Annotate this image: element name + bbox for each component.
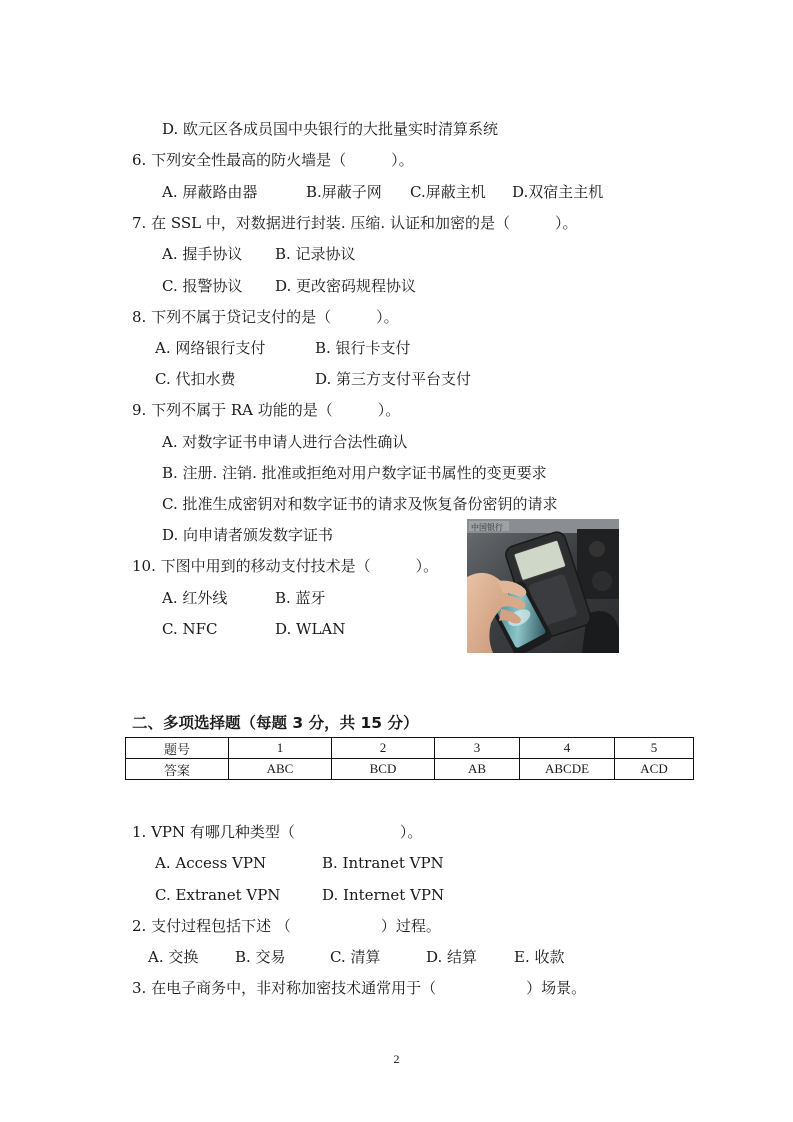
q6-option-d: D.双宿主主机 <box>512 183 604 201</box>
device-brand-text: 中国银行 <box>471 523 503 532</box>
table-cell: 5 <box>615 738 694 759</box>
mc-q3-stem: 3. 在电子商务中，非对称加密技术通常用于（ ）场景。 <box>132 979 587 997</box>
table-cell: ACD <box>615 759 694 780</box>
table-cell: 2 <box>332 738 435 759</box>
mc-q1-option-c: C. Extranet VPN <box>155 886 281 904</box>
table-cell: 1 <box>229 738 332 759</box>
table-cell: ABCDE <box>520 759 615 780</box>
q9-option-b: B. 注册. 注销. 批准或拒绝对用户数字证书属性的变更要求 <box>162 464 547 482</box>
mc-q1-option-a: A. Access VPN <box>155 854 267 872</box>
q7-option-c: C. 报警协议 <box>162 277 243 295</box>
q6-option-a: A. 屏蔽路由器 <box>162 183 258 201</box>
q7-option-d: D. 更改密码规程协议 <box>275 277 417 295</box>
page-number: 2 <box>393 1052 400 1066</box>
q8-option-c: C. 代扣水费 <box>155 370 236 388</box>
q5-option-d: D. 欧元区各成员国中央银行的大批量实时清算系统 <box>162 120 499 138</box>
mc-q2-option-c: C. 清算 <box>330 948 381 966</box>
q6-option-c: C.屏蔽主机 <box>410 183 486 201</box>
mc-q2-option-e: E. 收款 <box>514 948 565 966</box>
table-cell: AB <box>435 759 520 780</box>
mc-q2-option-b: B. 交易 <box>235 948 286 966</box>
mc-q2-option-a: A. 交换 <box>148 948 199 966</box>
section-title: 二、多项选择题（每题 3 分，共 15 分） <box>132 714 419 732</box>
q7-stem: 7. 在 SSL 中，对数据进行封装. 压缩. 认证和加密的是（ ）。 <box>132 214 578 232</box>
mc-q2-stem: 2. 支付过程包括下述 （ ）过程。 <box>132 917 441 935</box>
mc-q1-option-b: B. Intranet VPN <box>322 854 444 872</box>
q8-option-d: D. 第三方支付平台支付 <box>315 370 472 388</box>
table-header-label: 题号 <box>126 738 229 759</box>
q10-option-a: A. 红外线 <box>162 589 228 607</box>
q9-stem: 9. 下列不属于 RA 功能的是（ ）。 <box>132 401 401 419</box>
q10-stem: 10. 下图中用到的移动支付技术是（ ）。 <box>132 557 439 575</box>
q10-option-c: C. NFC <box>162 620 218 638</box>
table-cell: ABC <box>229 759 332 780</box>
q8-option-a: A. 网络银行支付 <box>155 339 266 357</box>
mc-q2-option-d: D. 结算 <box>426 948 478 966</box>
answer-table <box>125 737 694 780</box>
mc-q1-stem: 1. VPN 有哪几种类型（ ）。 <box>132 823 423 841</box>
q9-option-d: D. 向申请者颁发数字证书 <box>162 526 334 544</box>
q9-option-c: C. 批准生成密钥对和数字证书的请求及恢复备份密钥的请求 <box>162 495 558 513</box>
table-row <box>126 738 694 759</box>
table-cell: 3 <box>435 738 520 759</box>
q6-stem: 6. 下列安全性最高的防火墙是（ ）。 <box>132 151 414 169</box>
table-row <box>126 759 694 780</box>
table-answer-label: 答案 <box>126 759 229 780</box>
q8-option-b: B. 银行卡支付 <box>315 339 411 357</box>
q7-option-a: A. 握手协议 <box>162 245 243 263</box>
q8-stem: 8. 下列不属于贷记支付的是（ ）。 <box>132 308 399 326</box>
q9-option-a: A. 对数字证书申请人进行合法性确认 <box>162 433 408 451</box>
table-cell: 4 <box>520 738 615 759</box>
mc-q1-option-d: D. Internet VPN <box>322 886 445 904</box>
table-cell: BCD <box>332 759 435 780</box>
q10-option-b: B. 蓝牙 <box>275 589 326 607</box>
q10-option-d: D. WLAN <box>275 620 346 638</box>
nfc-payment-photo <box>467 519 619 653</box>
q7-option-b: B. 记录协议 <box>275 245 356 263</box>
q6-option-b: B.屏蔽子网 <box>306 183 382 201</box>
